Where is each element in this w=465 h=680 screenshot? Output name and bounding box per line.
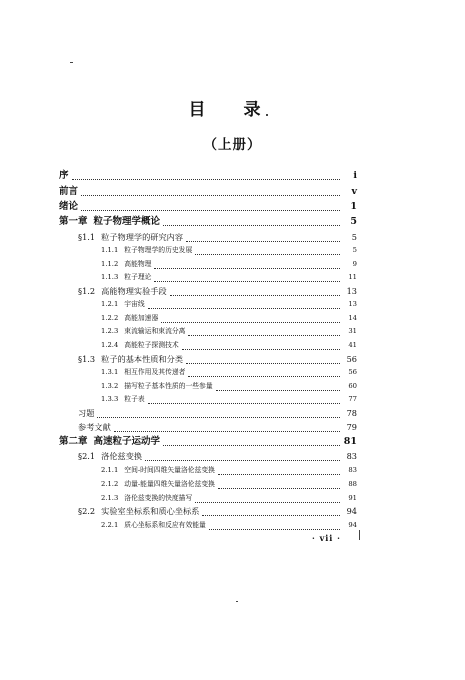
toc-entry[interactable] — [59, 200, 357, 213]
toc-entry-page: 5 — [351, 232, 357, 242]
toc-entry[interactable] — [101, 298, 357, 311]
dot-leader — [218, 479, 340, 489]
dot-leader — [170, 286, 340, 296]
toc-entry[interactable] — [101, 478, 357, 491]
toc-entry-page: 83 — [346, 451, 357, 461]
dot-leader — [154, 272, 340, 282]
dot-leader — [186, 354, 340, 364]
toc-entry-number: §2.2 — [78, 506, 96, 516]
toc-entry-page: 5 — [350, 216, 357, 227]
toc-entry[interactable] — [101, 366, 357, 379]
toc-entry-title: 粒子的基本性质和分类 — [101, 354, 184, 364]
toc-entry-title: 洛伦兹变换 — [101, 451, 143, 461]
toc-entry-number: §1.2 — [78, 286, 96, 296]
toc-entry-number: 1.3.2 — [101, 382, 119, 390]
toc-entry-title: 高能物理实验手段 — [101, 286, 167, 296]
dot-leader — [161, 313, 340, 323]
toc-entry-title: 洛伦兹变换的快度描写 — [124, 494, 193, 502]
toc-entry[interactable] — [101, 339, 357, 352]
dot-leader — [72, 170, 340, 180]
dot-leader — [202, 506, 340, 516]
toc-entry-number: 1.2.1 — [101, 300, 119, 308]
toc-entry-number: 2.1.3 — [101, 494, 119, 502]
toc-entry-title: 前言 — [59, 186, 79, 197]
toc-entry-title: 粒子表 — [124, 395, 145, 403]
dot-leader — [145, 451, 340, 461]
toc-entry[interactable] — [78, 450, 357, 463]
toc-entry-number: 1.3.1 — [101, 368, 119, 376]
toc-entry-number: 1.1.3 — [101, 273, 119, 281]
toc-entry-number: 2.1.2 — [101, 480, 119, 488]
toc-entry[interactable] — [78, 285, 357, 298]
dot-leader — [148, 394, 340, 404]
toc-entry-page: 94 — [346, 506, 357, 516]
toc-entry-title: 宇宙线 — [124, 300, 145, 308]
toc-entry-number: 1.2.4 — [101, 341, 119, 349]
dot-leader — [216, 381, 340, 391]
toc-entry-number: 1.2.3 — [101, 327, 119, 335]
toc-entry-title: 质心坐标系和反应有效能量 — [124, 521, 206, 529]
dot-leader — [195, 493, 340, 503]
toc-entry-number: 第一章 — [59, 216, 88, 227]
toc-entry-title: 高能加速器 — [124, 314, 159, 322]
toc-entry-number: 1.2.2 — [101, 314, 119, 322]
toc-entry[interactable] — [101, 393, 357, 406]
toc-entry-title: 绪论 — [59, 201, 79, 212]
toc-entry-title: 束流输运和束流分离 — [124, 327, 186, 335]
toc-entry-number: §1.3 — [78, 354, 96, 364]
toc-entry[interactable] — [101, 312, 357, 325]
toc-entry-page: 13 — [346, 286, 357, 296]
toc-entry-page: 60 — [348, 382, 357, 390]
toc-entry-page: 88 — [348, 480, 357, 488]
toc-entry-page: 41 — [348, 341, 357, 349]
dot-leader — [209, 520, 340, 530]
toc-entry[interactable] — [101, 380, 357, 393]
dot-leader — [182, 340, 340, 350]
toc-entry-title: 高能物理 — [124, 260, 152, 268]
dot-leader — [188, 367, 340, 377]
dot-leader — [186, 232, 340, 242]
toc-entry[interactable] — [78, 421, 357, 434]
toc-entry-page: 77 — [348, 395, 357, 403]
page-title: 目 录 — [188, 100, 277, 120]
toc-entry-number: 第二章 — [59, 436, 88, 447]
dot-leader — [163, 216, 340, 226]
toc-entry[interactable] — [78, 231, 357, 244]
dot-leader — [188, 326, 340, 336]
volume-subtitle: （上册） — [203, 137, 262, 153]
toc-entry-title: 粒子物理学概论 — [93, 216, 161, 227]
toc-entry-page: 56 — [348, 368, 357, 376]
toc-entry-number: 2.2.1 — [101, 521, 119, 529]
toc-entry-page: 91 — [348, 494, 357, 502]
dot-leader — [195, 245, 340, 255]
toc-entry-page: 79 — [346, 422, 357, 432]
toc-entry[interactable] — [59, 169, 357, 182]
page-number-footer: · vii · — [312, 533, 341, 543]
toc-entry-title: 参考文献 — [78, 422, 111, 432]
dot-leader — [114, 422, 340, 432]
toc-entry-page: 83 — [348, 466, 357, 474]
toc-entry[interactable] — [78, 505, 357, 518]
toc-entry[interactable] — [78, 353, 357, 366]
dot-leader — [218, 465, 340, 475]
toc-entry-title: 描写粒子基本性质的一些参量 — [124, 382, 213, 390]
dot-leader — [163, 436, 340, 446]
toc-entry-page: 94 — [348, 521, 357, 529]
toc-entry-title: 习题 — [78, 408, 95, 418]
dot-leader — [148, 299, 340, 309]
toc-entry[interactable] — [101, 244, 357, 257]
toc-entry-page: i — [353, 170, 357, 181]
toc-entry[interactable] — [101, 271, 357, 284]
toc-entry-title: 粒子物理学的研究内容 — [101, 232, 184, 242]
toc-entry-page: 78 — [346, 408, 357, 418]
toc-entry-title: 实验室坐标系和质心坐标系 — [101, 506, 200, 516]
toc-entry-page: 11 — [348, 273, 357, 281]
toc-entry[interactable] — [59, 185, 357, 198]
toc-entry-page: 31 — [348, 327, 357, 335]
toc-entry-title: 相互作用及其传递者 — [124, 368, 186, 376]
toc-entry[interactable] — [101, 519, 357, 532]
toc-entry-page: 9 — [352, 260, 357, 268]
toc-entry-title: 序 — [59, 170, 69, 181]
toc-entry-title: 高能粒子探测技术 — [124, 341, 179, 349]
toc-entry[interactable] — [59, 215, 357, 228]
toc-entry-number: 1.3.3 — [101, 395, 119, 403]
dot-leader — [154, 259, 340, 269]
toc-entry-number: 1.1.1 — [101, 246, 119, 254]
dot-leader — [81, 201, 340, 211]
toc-entry-number: 2.1.1 — [101, 466, 119, 474]
toc-entry-page: v — [351, 186, 357, 197]
toc-entry-page: 13 — [348, 300, 357, 308]
toc-entry-page: 14 — [348, 314, 357, 322]
toc-entry[interactable] — [101, 325, 357, 338]
toc-entry[interactable] — [101, 258, 357, 271]
toc-entry-title: 粒子理论 — [124, 273, 152, 281]
toc-entry[interactable] — [59, 435, 357, 448]
toc-entry-number: §2.1 — [78, 451, 96, 461]
dot-leader — [97, 408, 340, 418]
toc-entry[interactable] — [78, 407, 357, 420]
toc-entry-title: 动量-能量四维矢量洛伦兹变换 — [124, 480, 215, 488]
toc-entry-title: 空间-时间四维矢量洛伦兹变换 — [124, 466, 215, 474]
toc-entry-title: 高速粒子运动学 — [93, 436, 161, 447]
toc-entry-page: 81 — [343, 436, 357, 447]
toc-entry-page: 5 — [352, 246, 357, 254]
toc-entry-page: 1 — [350, 201, 357, 212]
toc-entry[interactable] — [101, 464, 357, 477]
toc-entry-page: 56 — [346, 354, 357, 364]
toc-entry[interactable] — [101, 492, 357, 505]
toc-entry-title: 粒子物理学的历史发展 — [124, 246, 193, 254]
dot-leader — [81, 186, 340, 196]
toc-entry-number: §1.1 — [78, 232, 96, 242]
toc-entry-number: 1.1.2 — [101, 260, 119, 268]
